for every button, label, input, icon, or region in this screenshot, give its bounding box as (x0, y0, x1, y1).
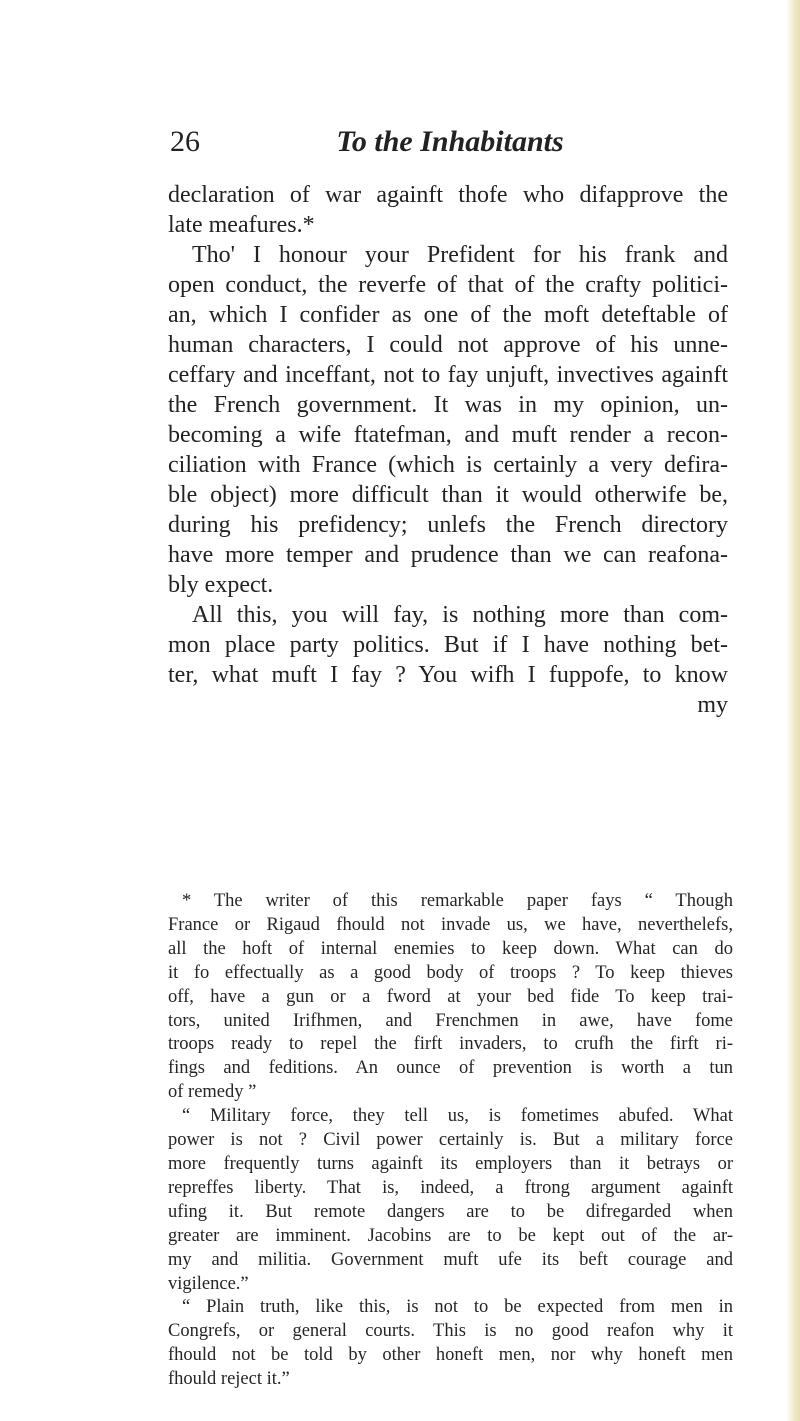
body-line: ceffary and inceffant, not to fay unjuft, invectives againft (168, 362, 728, 388)
body-line: mon place party politics. But if I have nothing bet- (168, 632, 728, 658)
body-line: human characters, I could not approve of his unne- (168, 332, 728, 358)
footnote-line: power is not ? Civil power certainly is. But a military force (168, 1130, 733, 1151)
body-line: the French government. It was in my opinion, un- (168, 392, 728, 418)
footnote-line: fhould reject it.” (168, 1369, 290, 1390)
footnote-line: * The writer of this remarkable paper fays “ Though (182, 891, 733, 911)
catchword: my (697, 692, 728, 718)
page-number: 26 (170, 125, 200, 158)
footnote-line: it fo effectually as a good body of troops ? To keep thieves (168, 962, 733, 983)
body-line: have more temper and prudence than we can reafona- (168, 542, 728, 568)
footnote-line: Congrefs, or general courts. This is no good reafon why it (168, 1321, 733, 1342)
body-line: becoming a wife ftatefman, and muft render a recon- (168, 422, 728, 448)
footnote-line: my and militia. Government muft ufe its beft courage and (168, 1249, 733, 1270)
body-line: bly expect. (168, 572, 274, 598)
body-line: open conduct, the reverfe of that of the crafty politici- (168, 272, 728, 298)
footnote-line: ufing it. But remote dangers are to be difregarded when (168, 1201, 733, 1222)
footnote-line: more frequently turns againft its employers than it betrays or (168, 1153, 733, 1174)
footnote-line: fings and feditions. An ounce of prevention is worth a tun (168, 1058, 733, 1079)
footnote-line: vigilence.” (168, 1273, 249, 1294)
footnote-line: troops ready to repel the firft invaders, to crufh the firft ri- (168, 1034, 733, 1055)
body-line: during his prefidency; unlefs the French directory (168, 512, 728, 538)
footnote-line: repreffes liberty. That is, indeed, a ftrong argument againft (168, 1177, 733, 1198)
page-edge (786, 0, 800, 1421)
body-line: late meafures.* (168, 212, 315, 238)
footnote-line: “ Military force, they tell us, is fometimes abufed. What (182, 1106, 733, 1127)
body-line: Tho' I honour your Prefident for his frank and (192, 242, 728, 268)
footnote-line: tors, united Irifhmen, and Frenchmen in awe, have fome (168, 1010, 733, 1031)
footnote-line: “ Plain truth, like this, is not to be expected from men in (182, 1297, 733, 1318)
footnote (168, 890, 733, 1392)
footnote-line: greater are imminent. Jacobins are to be kept out of the ar- (168, 1225, 733, 1246)
body-line: ble object) more difficult than it would otherwife be, (168, 482, 728, 508)
footnote-line: France or Rigaud fhould not invade us, we have, neverthelefs, (168, 914, 733, 935)
page-header (170, 125, 730, 161)
footnote-line: all the hoft of internal enemies to keep down. What can do (168, 938, 733, 959)
footnote-line: of remedy ” (168, 1082, 257, 1103)
footnote-line: off, have a gun or a fword at your bed fide To keep trai- (168, 986, 733, 1007)
body-text (168, 180, 728, 720)
body-line: declaration of war againft thofe who difapprove the (168, 182, 728, 208)
footnote-line: fhould not be told by other honeft men, nor why honeft men (168, 1345, 733, 1366)
body-line: All this, you will fay, is nothing more than com- (192, 602, 728, 628)
body-line: an, which I confider as one of the moft deteftable of (168, 302, 728, 328)
running-head: To the Inhabitants (336, 125, 564, 158)
body-line: ter, what muft I fay ? You wifh I fuppofe, to know (168, 662, 728, 688)
body-line: ciliation with France (which is certainly a very defira- (168, 452, 728, 478)
